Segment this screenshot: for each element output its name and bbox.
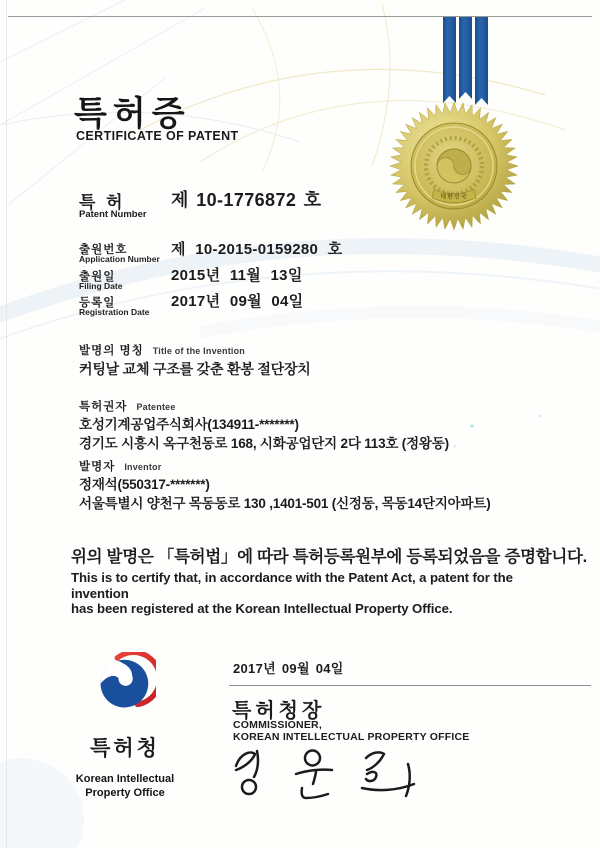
medal-ribbon-stripe bbox=[475, 17, 488, 105]
patentee-label: 특허권자 bbox=[79, 401, 128, 413]
commissioner-title-english-line1: COMMISSIONER, bbox=[233, 719, 322, 731]
invention-title-value: 커팅날 교체 구조를 갖춘 환봉 절단장치 bbox=[79, 361, 311, 377]
gold-seal-medal-icon bbox=[388, 94, 522, 236]
application-number-value: 제 10-2015-0159280 호 bbox=[171, 241, 343, 258]
document-title: 특허증 bbox=[74, 95, 191, 133]
registration-date-value: 2017년 09월 04일 bbox=[171, 293, 304, 310]
patentee-address: 경기도 시흥시 옥구천동로 168, 시화공업단지 2다 113호 (정왕동) bbox=[79, 436, 449, 451]
agency-name-korean: 특허청 bbox=[90, 737, 160, 760]
patentee-name: 호성기계공업주식회사(134911-*******) bbox=[79, 417, 299, 432]
inventor-label-english: Inventor bbox=[124, 462, 162, 472]
signature-divider-line bbox=[229, 685, 591, 686]
commissioner-title-korean: 특허청장 bbox=[232, 700, 326, 722]
registration-date-label: 등록일 bbox=[79, 297, 116, 309]
inventor-label: 발명자 bbox=[79, 461, 116, 473]
invention-title-label-row bbox=[79, 341, 245, 359]
patent-number-value: 제 10-1776872 호 bbox=[171, 190, 322, 210]
registration-date-label-english: Registration Date bbox=[79, 307, 150, 317]
patent-number-label: 특 허 bbox=[79, 193, 126, 212]
agency-name-english-line1: Korean Intellectual bbox=[75, 773, 175, 785]
commissioner-title-english-line2: KOREAN INTELLECTUAL PROPERTY OFFICE bbox=[233, 731, 470, 743]
invention-title-label-english: Title of the Invention bbox=[152, 346, 245, 356]
document-title-english: CERTIFICATE OF PATENT bbox=[76, 129, 239, 143]
patentee-label-english: Patentee bbox=[136, 402, 176, 412]
agency-name-english bbox=[60, 773, 190, 800]
medal-ribbon-stripe bbox=[443, 17, 456, 103]
inventor-name: 정재석(550317-*******) bbox=[79, 477, 210, 492]
kipo-emblem-icon bbox=[94, 652, 156, 714]
inventor-address: 서울특별시 양천구 목동동로 130 ,1401-501 (신정동, 목동14단지아파트) bbox=[79, 496, 491, 511]
scan-edge-artifact bbox=[6, 0, 7, 848]
certification-statement-english-line2: has been registered at the Korean Intellectual Property Office. bbox=[71, 601, 453, 616]
application-number-label-english: Application Number bbox=[79, 254, 160, 264]
medal-country-text: 대한민국 bbox=[440, 194, 468, 201]
filing-date-value: 2015년 11월 13일 bbox=[171, 267, 303, 284]
filing-date-label-english: Filing Date bbox=[79, 281, 123, 291]
certification-statement-korean: 위의 발명은 「특허법」에 따라 특허등록원부에 등록되었음을 증명합니다. bbox=[71, 548, 587, 566]
certification-statement-english bbox=[71, 570, 571, 617]
patent-number-label-english: Patent Number bbox=[79, 209, 147, 220]
top-border-line bbox=[8, 16, 592, 17]
agency-name-english-line2: Property Office bbox=[85, 786, 165, 799]
invention-title-label: 발명의 명칭 bbox=[79, 345, 144, 357]
certification-statement-english-line1: This is to certify that, in accordance with the Patent Act, a patent for the invention bbox=[71, 570, 513, 601]
issue-date: 2017년 09월 04일 bbox=[233, 661, 344, 676]
medal-ribbon-stripe bbox=[459, 17, 472, 99]
application-number-label: 출원번호 bbox=[79, 244, 128, 256]
filing-date-label: 출원일 bbox=[79, 271, 116, 283]
commissioner-signature bbox=[224, 742, 424, 814]
kipo-agency-block bbox=[60, 652, 190, 800]
